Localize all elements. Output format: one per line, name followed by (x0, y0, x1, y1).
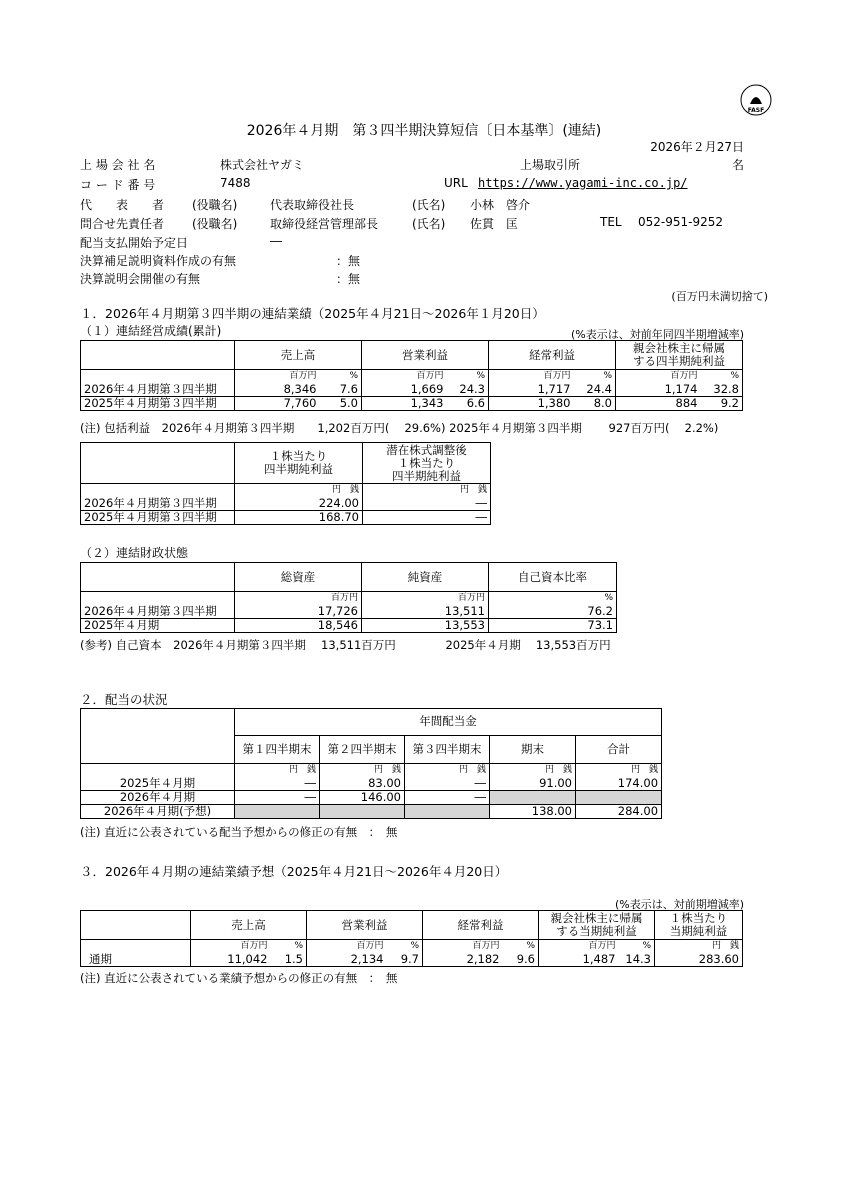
cell-value: 2,182 (423, 953, 503, 967)
col-header-sales: 売上高 (191, 911, 307, 940)
contact-title: 取締役経営管理部長 (270, 217, 379, 231)
cell-value: 284.00 (576, 805, 662, 819)
table-header-row (81, 709, 662, 736)
cell-value: 7.6 (320, 383, 362, 397)
cell-value: 24.3 (447, 383, 489, 397)
cell-value: 224.00 (235, 497, 363, 511)
col-header-eps: １株当たり 当期純利益 (655, 911, 743, 940)
cell-value: 11,042 (191, 953, 271, 967)
table-row (81, 370, 743, 384)
cell-value: 91.00 (490, 777, 576, 791)
col-header-ordinary-income: 経常利益 (423, 911, 539, 940)
page-title: 2026年４月期 第３四半期決算短信〔日本基準〕(連結) (246, 123, 602, 139)
row-label: 2026年４月期(予想) (81, 805, 235, 819)
rep-title: 代表取締役社長 (270, 198, 355, 212)
contact-label: 問合せ先責任者 (80, 217, 165, 231)
section2-heading: ２．配当の状況 (80, 692, 168, 707)
units-note: (百万円未満切捨て) (671, 290, 768, 303)
table-header-row (81, 563, 617, 592)
unit-label: % (271, 940, 307, 954)
cell-value: ― (405, 791, 490, 805)
report-date: 2026年２月27日 (650, 140, 744, 154)
unit-label: 円 銭 (320, 764, 405, 778)
forecast-revision-note: (注) 直近に公表されている業績予想からの修正の有無 ： 無 (80, 971, 398, 985)
unit-label: 円 銭 (235, 764, 320, 778)
cell-value: 2,134 (307, 953, 387, 967)
section3-pct-note: (%表示は、対前期増減率) (614, 898, 744, 911)
cell-value: 13,553 (362, 619, 489, 633)
company-name: 株式会社ヤガミ (220, 158, 305, 172)
cell-value: 146.00 (320, 791, 405, 805)
cell-value: 1,174 (616, 383, 701, 397)
cell-value-shaded (405, 805, 490, 819)
unit-label: 百万円 (539, 940, 619, 954)
table-header-row (81, 735, 662, 764)
table-row (81, 940, 743, 954)
contact-name: 佐貫 匡 (470, 217, 519, 231)
cell-value: 1,343 (362, 397, 447, 411)
rep-name-label: (氏名) (412, 198, 446, 212)
cell-value-shaded (490, 791, 576, 805)
exchange-value: 名 (732, 158, 745, 172)
cell-value: 24.4 (574, 383, 616, 397)
cell-value: 13,511 (362, 605, 489, 619)
dividend-start-label: 配当支払開始予定日 (80, 236, 189, 250)
table-row (81, 497, 491, 511)
table-row (81, 953, 743, 967)
table-row (81, 605, 617, 619)
col-group-annual-dividend: 年間配当金 (235, 709, 662, 736)
cell-value: 1,487 (539, 953, 619, 967)
cell-value: 17,726 (235, 605, 362, 619)
row-label: 2026年４月期第３四半期 (81, 605, 235, 619)
unit-label: 円 銭 (363, 484, 491, 498)
exchange-label: 上場取引所 (520, 158, 581, 172)
company-name-label: 上 場 会 社 名 (80, 158, 156, 172)
unit-label: 百万円 (616, 370, 701, 384)
cell-value: 1,380 (489, 397, 574, 411)
cell-value: 6.6 (447, 397, 489, 411)
tel-value: 052-951-9252 (638, 215, 724, 229)
unit-label: 百万円 (362, 592, 489, 606)
unit-label: 百万円 (235, 370, 320, 384)
col-header-sales: 売上高 (235, 341, 362, 370)
row-label: 通期 (81, 953, 191, 967)
section3-heading: ３．2026年４月期の連結業績予想（2025年４月21日～2026年４月20日） (80, 864, 508, 879)
col-header-operating-income: 営業利益 (362, 341, 489, 370)
row-label: 2026年４月期 (81, 791, 235, 805)
cell-value: ― (235, 791, 320, 805)
operating-results-table (80, 340, 743, 411)
url-label: URL (444, 176, 468, 190)
table-header-row (81, 443, 491, 484)
row-label: 2025年４月期第３四半期 (81, 511, 235, 525)
cell-value: ― (363, 511, 491, 525)
unit-label: 円 銭 (576, 764, 662, 778)
table-row (81, 397, 743, 411)
briefing-meeting-label: 決算説明会開催の有無 (80, 272, 201, 286)
row-label: 2026年４月期第３四半期 (81, 383, 235, 397)
cell-value: 283.60 (655, 953, 743, 967)
cell-value: 73.1 (489, 619, 617, 633)
cell-value: 1.5 (271, 953, 307, 967)
table-row (81, 805, 662, 819)
col-header-net-income: 親会社株主に帰属 する当期純利益 (539, 911, 655, 940)
dividend-revision-note: (注) 直近に公表されている配当予想からの修正の有無 ： 無 (80, 825, 398, 839)
supplementary-material-value: ：無 (336, 254, 361, 268)
row-label: 2025年４月期 (81, 777, 235, 791)
cell-value: 14.3 (619, 953, 655, 967)
briefing-meeting-value: ：無 (336, 272, 361, 286)
col-header-eps: １株当たり 四半期純利益 (235, 443, 363, 484)
cell-value: 32.8 (701, 383, 743, 397)
cell-value: 8.0 (574, 397, 616, 411)
cell-value: 9.7 (387, 953, 423, 967)
cell-value-shaded (576, 791, 662, 805)
contact-name-label: (氏名) (412, 217, 446, 231)
col-header-equity-ratio: 自己資本比率 (489, 563, 617, 592)
cell-value: 174.00 (576, 777, 662, 791)
cell-value: 9.2 (701, 397, 743, 411)
contact-title-label: (役職名) (192, 217, 238, 231)
svg-text:FASF: FASF (747, 107, 765, 114)
fasf-logo-icon (740, 84, 772, 116)
row-label: 2025年４月期第３四半期 (81, 397, 235, 411)
table-row (81, 777, 662, 791)
unit-label: % (574, 370, 616, 384)
table-row (81, 383, 743, 397)
cell-value: ― (235, 777, 320, 791)
row-label: 2026年４月期第３四半期 (81, 497, 235, 511)
unit-label: % (489, 592, 617, 606)
cell-value: 884 (616, 397, 701, 411)
code-value: 7488 (220, 176, 251, 190)
rep-title-label: (役職名) (192, 198, 238, 212)
col-header-ordinary-income: 経常利益 (489, 341, 616, 370)
section1-sub1: （１）連結経営成績(累計) (80, 324, 222, 338)
comprehensive-income-note: (注) 包括利益 2026年４月期第３四半期 1,202百万円( 29.6%) 2025年４月期第３四半期 927百万円( 2.2%) (80, 421, 719, 435)
cell-value: ― (405, 777, 490, 791)
section1-pct-note: (%表示は、対前年同四半期増減率) (570, 328, 744, 341)
cell-value: 1,669 (362, 383, 447, 397)
cell-value: 1,717 (489, 383, 574, 397)
cell-value-shaded (235, 805, 320, 819)
unit-label: 円 銭 (490, 764, 576, 778)
table-row (81, 619, 617, 633)
unit-label: 百万円 (489, 370, 574, 384)
cell-value: 7,760 (235, 397, 320, 411)
company-url-link[interactable]: https://www.yagami-inc.co.jp/ (478, 176, 688, 190)
table-row (81, 484, 491, 498)
dividend-start-value: ― (270, 234, 282, 248)
table-row (81, 511, 491, 525)
unit-label: % (387, 940, 423, 954)
cell-value: 138.00 (490, 805, 576, 819)
unit-label: % (320, 370, 362, 384)
unit-label: 円 銭 (655, 940, 743, 954)
cell-value: 18,546 (235, 619, 362, 633)
col-header-q3-end: 第３四半期末 (405, 735, 490, 764)
table-row (81, 791, 662, 805)
unit-label: 百万円 (191, 940, 271, 954)
unit-label: 百万円 (423, 940, 503, 954)
table-row (81, 592, 617, 606)
cell-value: ― (363, 497, 491, 511)
cell-value: 8,346 (235, 383, 320, 397)
unit-label: 円 銭 (405, 764, 490, 778)
col-header-net-income: 親会社株主に帰属 する四半期純利益 (616, 341, 743, 370)
unit-label: 百万円 (307, 940, 387, 954)
table-header-row (81, 911, 743, 940)
supplementary-material-label: 決算補足説明資料作成の有無 (80, 254, 237, 268)
cell-value: 76.2 (489, 605, 617, 619)
col-header-q1-end: 第１四半期末 (235, 735, 320, 764)
forecast-table (80, 910, 743, 967)
col-header-total-assets: 総資産 (235, 563, 362, 592)
code-label: コ ー ド 番 号 (80, 178, 156, 192)
equity-reference-note: (参考) 自己資本 2026年４月期第３四半期 13,511百万円 2025年４月期 13,553百万円 (80, 638, 611, 652)
col-header-q2-end: 第２四半期末 (320, 735, 405, 764)
table-row (81, 764, 662, 778)
col-header-year-end: 期末 (490, 735, 576, 764)
section1-heading: １．2026年４月期第３四半期の連結業績（2025年４月21日～2026年１月20日） (80, 306, 545, 321)
unit-label: % (619, 940, 655, 954)
cell-value: 9.6 (503, 953, 539, 967)
eps-table (80, 442, 491, 525)
unit-label: % (701, 370, 743, 384)
tel-label: TEL (600, 215, 622, 229)
unit-label: 百万円 (235, 592, 362, 606)
cell-value-shaded (320, 805, 405, 819)
table-header-row (81, 341, 743, 370)
rep-name: 小林 啓介 (470, 198, 531, 212)
row-label: 2025年４月期 (81, 619, 235, 633)
col-header-total: 合計 (576, 735, 662, 764)
rep-label: 代 表 者 (80, 198, 165, 212)
cell-value: 168.70 (235, 511, 363, 525)
section1-sub2: （２）連結財政状態 (80, 546, 189, 560)
unit-label: % (447, 370, 489, 384)
cell-value: 5.0 (320, 397, 362, 411)
fasf-logo (740, 84, 772, 116)
col-header-diluted-eps: 潜在株式調整後 １株当たり 四半期純利益 (363, 443, 491, 484)
col-header-net-assets: 純資産 (362, 563, 489, 592)
unit-label: 円 銭 (235, 484, 363, 498)
col-header-operating-income: 営業利益 (307, 911, 423, 940)
cell-value: 83.00 (320, 777, 405, 791)
dividends-table (80, 708, 662, 819)
unit-label: % (503, 940, 539, 954)
unit-label: 百万円 (362, 370, 447, 384)
financial-position-table (80, 562, 617, 633)
